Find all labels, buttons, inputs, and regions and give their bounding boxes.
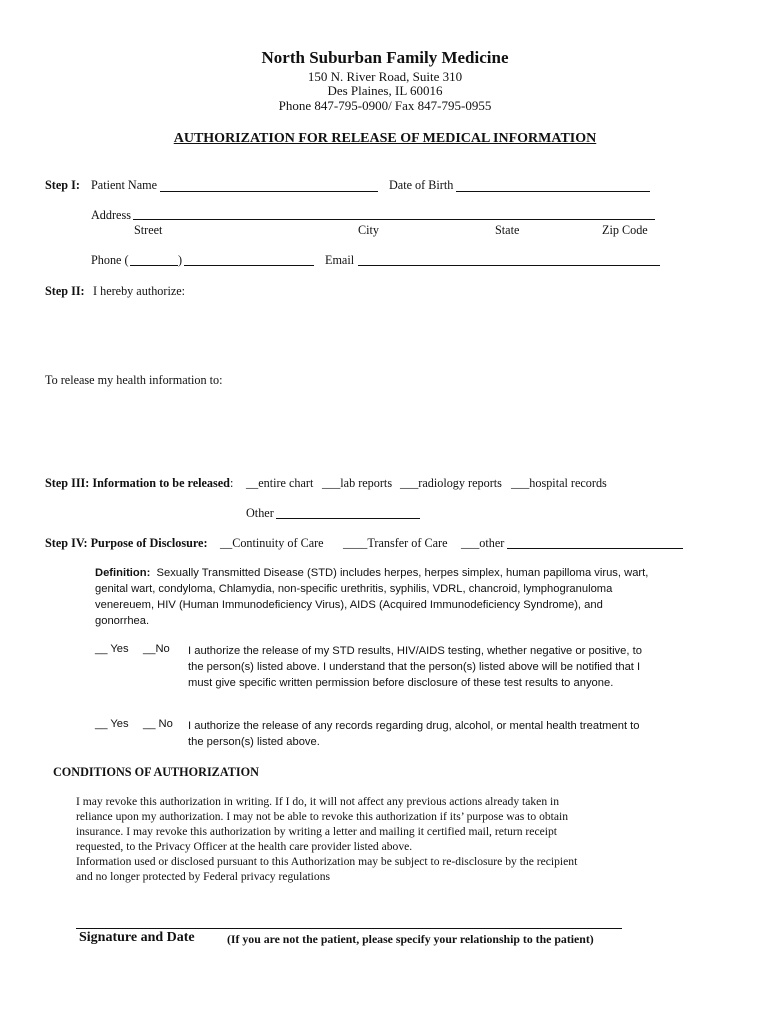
definition-line-2: genital wart, condyloma, Chlamydia, non-specific urethritis, syphilis, VDRL, chancroid, lymphogranuloma bbox=[95, 583, 613, 595]
conditions-line-3: insurance. I may revoke this authorization by writing a letter and mailing it certified mail, return receipt bbox=[76, 825, 557, 838]
step-4-label: Step IV: Purpose of Disclosure: bbox=[45, 536, 208, 550]
authorize-text: I hereby authorize: bbox=[93, 284, 186, 298]
std-no-option[interactable]: __No bbox=[143, 643, 170, 655]
patient-name-label: Patient Name bbox=[91, 178, 157, 192]
other-field[interactable] bbox=[276, 518, 420, 519]
email-label: Email bbox=[325, 253, 355, 267]
step-3-row bbox=[45, 476, 233, 491]
definition-block bbox=[95, 565, 648, 629]
std-consent-text bbox=[188, 643, 642, 691]
patient-name-field[interactable] bbox=[160, 191, 378, 192]
phone-fax: Phone 847-795-0900/ Fax 847-795-0955 bbox=[278, 98, 492, 113]
definition-line-1: Sexually Transmitted Disease (STD) includes herpes, herpes simplex, human papilloma virus, wart, bbox=[156, 567, 649, 579]
treatment-consent-line-1: I authorize the release of any records regarding drug, alcohol, or mental health treatment to bbox=[188, 720, 640, 732]
address-line-1: 150 N. River Road, Suite 310 bbox=[307, 69, 463, 84]
other-purpose-field[interactable] bbox=[507, 548, 683, 549]
signature-line[interactable] bbox=[76, 928, 622, 929]
treatment-consent-text bbox=[188, 718, 640, 750]
option-transfer-of-care[interactable]: ____Transfer of Care bbox=[343, 536, 448, 550]
std-consent-line-2: the person(s) listed above. I understand that the person(s) listed above will be notified that I bbox=[188, 661, 641, 673]
form-title: AUTHORIZATION FOR RELEASE OF MEDICAL INFORMATION bbox=[173, 131, 597, 146]
organization-name: North Suburban Family Medicine bbox=[261, 48, 509, 67]
phone-area-code-field[interactable] bbox=[130, 265, 178, 266]
address-line-2: Des Plaines, IL 60016 bbox=[327, 83, 443, 98]
conditions-text bbox=[76, 794, 577, 884]
definition-line-3: venereuem, HIV (Human Immunodeficiency Virus), AIDS (Acquired Immunodeficiency Syndrome), and bbox=[95, 599, 603, 611]
phone-label: Phone ( bbox=[91, 253, 129, 267]
treatment-no-option[interactable]: __ No bbox=[143, 718, 173, 730]
dob-field[interactable] bbox=[456, 191, 650, 192]
std-consent-line-1: I authorize the release of my STD results, HIV/AIDS testing, whether negative or positive, to bbox=[188, 645, 642, 657]
option-other-purpose[interactable]: ___other bbox=[461, 536, 505, 550]
step-2-label: Step II: bbox=[45, 284, 85, 298]
conditions-line-5: Information used or disclosed pursuant to this Authorization may be subject to re-disclosure by the recipient bbox=[76, 855, 578, 868]
other-label: Other bbox=[246, 506, 274, 520]
signature-note: (If you are not the patient, please specify your relationship to the patient) bbox=[227, 932, 594, 946]
conditions-heading: CONDITIONS OF AUTHORIZATION bbox=[53, 765, 259, 779]
option-lab-reports[interactable]: ___lab reports bbox=[322, 476, 393, 490]
step-3-colon: : bbox=[229, 476, 234, 490]
conditions-line-4: requested, to the Privacy Officer at the health care provider listed above. bbox=[76, 840, 413, 853]
zip-label: Zip Code bbox=[602, 223, 648, 237]
step-1-label: Step I: bbox=[45, 178, 80, 192]
option-entire-chart[interactable]: __entire chart bbox=[246, 476, 314, 490]
city-label: City bbox=[358, 223, 379, 237]
dob-label: Date of Birth bbox=[389, 178, 454, 192]
phone-paren-close: ) bbox=[178, 253, 183, 267]
state-label: State bbox=[495, 223, 520, 237]
step-3-label: Step III: Information to be released bbox=[45, 476, 230, 490]
conditions-line-6: and no longer protected by Federal privacy regulations bbox=[76, 870, 331, 883]
std-yes-option[interactable]: __ Yes bbox=[95, 643, 129, 655]
treatment-yes-option[interactable]: __ Yes bbox=[95, 718, 129, 730]
conditions-line-1: I may revoke this authorization in writing. If I do, it will not affect any previous actions already taken in bbox=[76, 795, 560, 808]
option-hospital-records[interactable]: ___hospital records bbox=[511, 476, 607, 490]
conditions-line-2: reliance upon my authorization. I may not be able to revoke this authorization if its’ purpose was to obtain bbox=[76, 810, 569, 823]
address-label: Address bbox=[91, 208, 131, 222]
option-continuity-of-care[interactable]: __Continuity of Care bbox=[220, 536, 324, 550]
option-radiology-reports[interactable]: ___radiology reports bbox=[400, 476, 502, 490]
address-field[interactable] bbox=[133, 219, 655, 220]
definition-line-4: gonorrhea. bbox=[95, 615, 150, 627]
std-consent-line-3: must give specific written permission before disclosure of these test results to anyone. bbox=[188, 677, 614, 689]
email-field[interactable] bbox=[358, 265, 660, 266]
phone-number-field[interactable] bbox=[184, 265, 314, 266]
signature-label: Signature and Date bbox=[79, 930, 195, 945]
treatment-consent-line-2: the person(s) listed above. bbox=[188, 736, 320, 748]
street-label: Street bbox=[134, 223, 163, 237]
definition-label: Definition: bbox=[95, 567, 151, 579]
release-to-text: To release my health information to: bbox=[45, 373, 223, 387]
